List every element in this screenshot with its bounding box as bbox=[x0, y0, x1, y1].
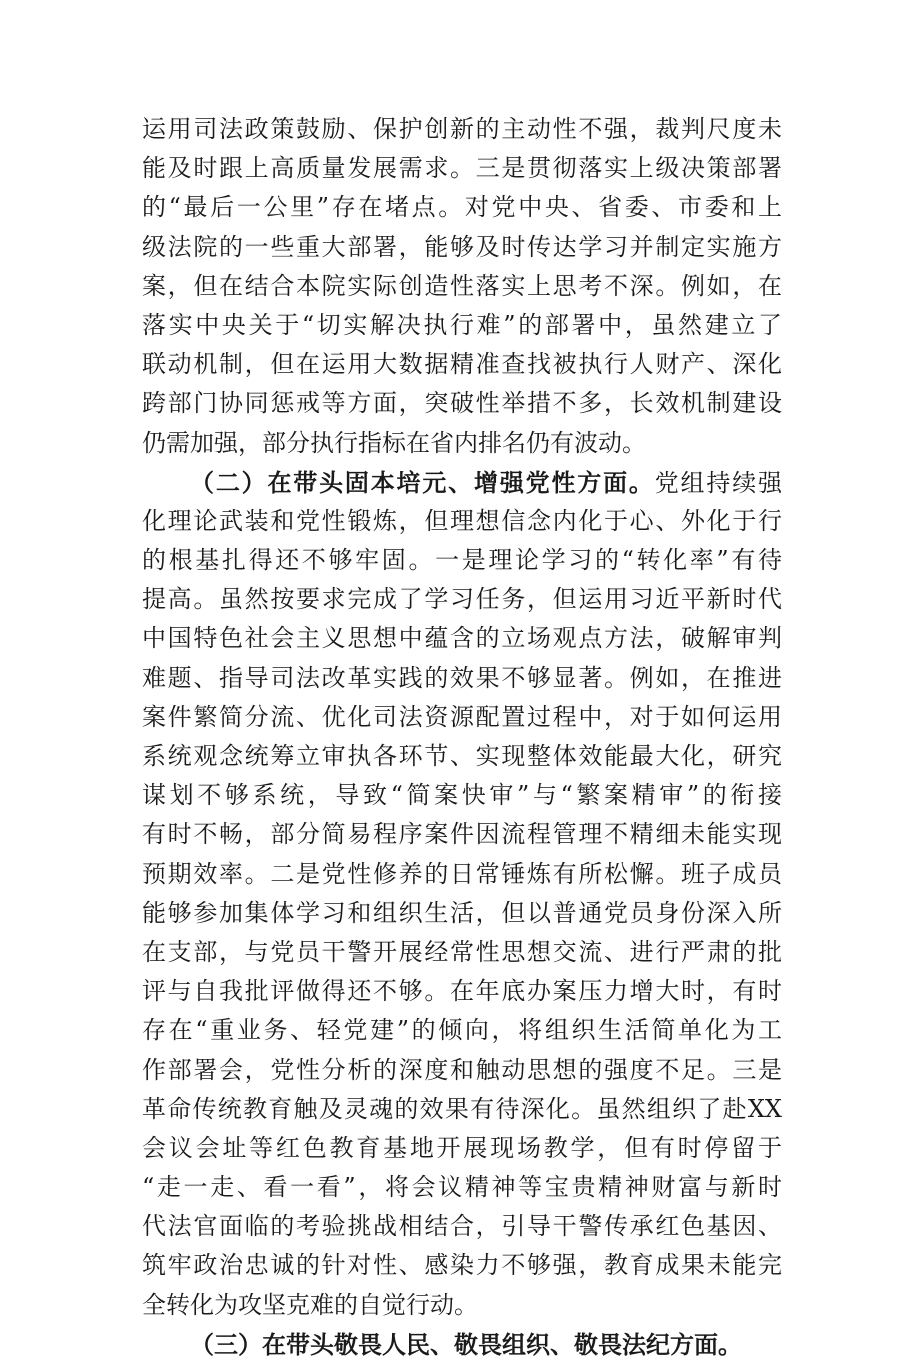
text-line: 筑牢政治忠诚的针对性、感染力不够强，教育成果未能完 bbox=[142, 1251, 782, 1280]
text-line: 会议会址等红色教育基地开展现场教学，但有时停留于 bbox=[142, 1133, 782, 1162]
text-line: 预期效率。二是党性修养的日常锤炼有所松懈。班子成员 bbox=[142, 859, 782, 888]
text-line: 案，但在结合本院实际创造性落实上思考不深。例如，在 bbox=[142, 271, 782, 300]
text-line: 作部署会，党性分析的深度和触动思想的强度不足。三是 bbox=[142, 1055, 782, 1084]
text-line: 化理论武装和党性锻炼，但理想信念内化于心、外化于行 bbox=[142, 506, 782, 535]
text-line: 在支部，与党员干警开展经常性思想交流、进行严肃的批 bbox=[142, 937, 782, 966]
text-line: 的根基扎得还不够牢固。一是理论学习的“转化率”有待 bbox=[142, 546, 782, 575]
text-line: 代法官面临的考验挑战相结合，引导干警传承红色基因、 bbox=[142, 1212, 782, 1241]
section-heading-3: （三）在带头敬畏人民、敬畏组织、敬畏法纪方面。 bbox=[190, 1329, 742, 1359]
paragraph-2-first-line bbox=[142, 463, 782, 502]
text-line: 革命传统教育触及灵魂的效果有待深化。虽然组织了赴XX bbox=[142, 1094, 782, 1123]
text-line: “走一走、看一看”，将会议精神等宝贵精神财富与新时 bbox=[142, 1173, 782, 1202]
paragraph-3-first-line bbox=[142, 1325, 782, 1364]
text-line: 难题、指导司法改革实践的效果不够显著。例如，在推进 bbox=[142, 663, 782, 692]
text-line: 跨部门协同惩戒等方面，突破性举措不多，长效机制建设 bbox=[142, 389, 782, 418]
text-line: 全转化为攻坚克难的自觉行动。 bbox=[142, 1290, 478, 1319]
paragraph-1 bbox=[142, 110, 782, 463]
text-line: 谋划不够系统，导致“简案快审”与“繁案精审”的衔接 bbox=[142, 781, 782, 810]
text-line: 案件繁简分流、优化司法资源配置过程中，对于如何运用 bbox=[142, 702, 782, 731]
text-span: 党组持续强 bbox=[654, 468, 783, 497]
paragraph-3 bbox=[142, 1325, 782, 1364]
text-line: 落实中央关于“切实解决执行难”的部署中，虽然建立了 bbox=[142, 310, 782, 339]
text-line: 能及时跟上高质量发展需求。三是贯彻落实上级决策部署 bbox=[142, 154, 782, 183]
text-line: 运用司法政策鼓励、保护创新的主动性不强，裁判尺度未 bbox=[142, 115, 782, 143]
text-line: 评与自我批评做得还不够。在年底办案压力增大时，有时 bbox=[142, 977, 782, 1006]
text-line: 级法院的一些重大部署，能够及时传达学习并制定实施方 bbox=[142, 232, 782, 261]
document-body bbox=[142, 110, 782, 1364]
text-line: 联动机制，但在运用大数据精准查找被执行人财产、深化 bbox=[142, 350, 782, 379]
text-line: 存在“重业务、轻党建”的倾向，将组织生活简单化为工 bbox=[142, 1016, 782, 1045]
paragraph-2 bbox=[142, 463, 782, 1325]
text-line: 有时不畅，部分简易程序案件因流程管理不精细未能实现 bbox=[142, 820, 782, 849]
text-line: 系统观念统筹立审执各环节、实现整体效能最大化，研究 bbox=[142, 742, 782, 770]
text-line: 中国特色社会主义思想中蕴含的立场观点方法，破解审判 bbox=[142, 624, 782, 653]
text-line: 提高。虽然按要求完成了学习任务，但运用习近平新时代 bbox=[142, 585, 782, 614]
text-line: 仍需加强，部分执行指标在省内排名仍有波动。 bbox=[142, 428, 646, 457]
text-line: 的“最后一公里”存在堵点。对党中央、省委、市委和上 bbox=[142, 193, 782, 222]
text-line: 能够参加集体学习和组织生活，但以普通党员身份深入所 bbox=[142, 898, 782, 927]
section-heading-2: （二）在带头固本培元、增强党性方面。 bbox=[190, 467, 655, 497]
